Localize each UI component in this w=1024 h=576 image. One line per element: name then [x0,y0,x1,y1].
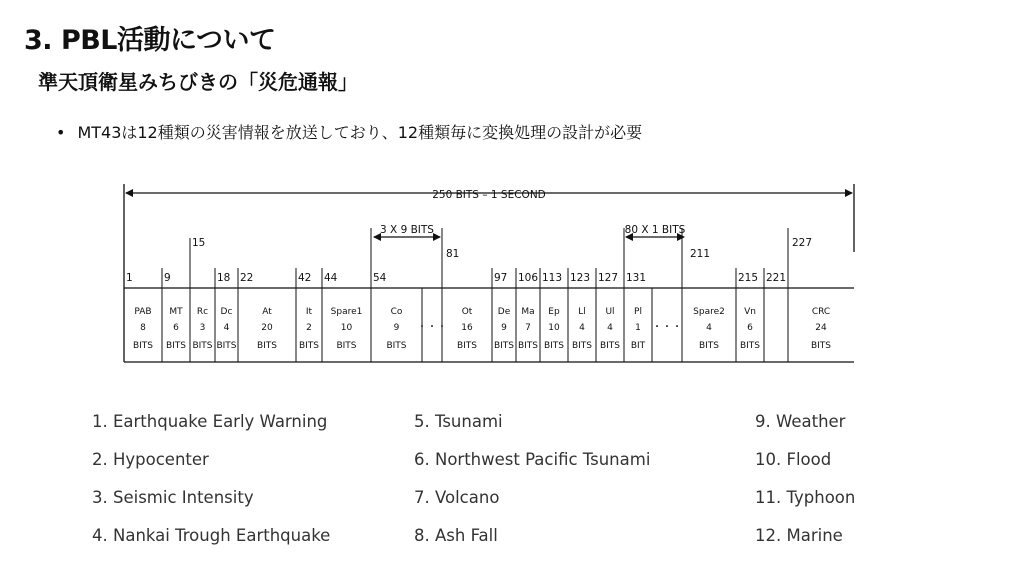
field-name-label: Vn [744,307,756,317]
field-unit-label: BITS [810,341,832,351]
disaster-type-item: 7. Volcano [414,488,500,507]
field-name-label: Ul [605,307,615,317]
field-unit-label: BITS [456,341,478,351]
disaster-type-item: 2. Hypocenter [92,450,209,469]
field-size-label: 10 [548,323,560,333]
field-size-label: 3 [199,323,206,333]
repeat-right-label: 80 X 1 BITS [624,224,686,236]
upper-position-label: 81 [446,248,460,260]
slide-title: 3. PBL活動について [24,25,276,56]
bullet-text: MT43は12種類の災害情報を放送しており、12種類毎に変換処理の設計が必要 [77,123,643,142]
repeat-left-label: 3 X 9 BITS [380,224,434,236]
field-unit-label: BITS [571,341,593,351]
field-unit-label: BITS [493,341,515,351]
field-size-label: 4 [706,323,712,333]
field-unit-label: BITS [517,341,539,351]
field-unit-label: BITS [336,341,357,351]
field-unit-label: BITS [543,341,565,351]
field-size-label: 20 [261,323,273,333]
field-size-label: 4 [223,323,230,333]
field-name-label: Ep [548,307,560,317]
field-start-position-label: 113 [542,272,563,284]
field-unit-label: BITS [256,341,278,351]
field-name-label: At [262,307,272,317]
field-start-position-label: 44 [324,272,338,284]
bit-field-diagram [118,180,862,375]
field-size-label: 10 [340,323,353,333]
field-start-position-label: 1 [126,272,133,284]
field-size-label: 16 [461,323,473,333]
field-size-label: 24 [815,323,827,333]
field-unit-label: BITS [165,341,187,351]
field-name-label: Spare2 [693,307,725,317]
field-unit-label: BITS [216,341,237,351]
field-start-position-label: 131 [626,272,647,284]
field-name-label: Ll [578,307,586,317]
field-name-label: Rc [196,307,209,317]
field-name-label: Ma [521,307,535,317]
field-unit-label: BITS [599,341,621,351]
disaster-type-item: 1. Earthquake Early Warning [92,412,328,431]
field-name-label: MT [169,307,183,317]
upper-position-label: 15 [192,237,206,249]
field-start-position-label: 123 [570,272,591,284]
upper-position-label: 211 [690,248,711,260]
disaster-type-item: 4. Nankai Trough Earthquake [92,526,331,545]
field-size-label: 6 [173,323,179,333]
field-unit-label: BITS [386,341,407,351]
field-size-label: 6 [747,323,753,333]
field-name-label: Co [390,307,403,317]
disaster-type-item: 5. Tsunami [414,412,503,431]
ellipsis-gap-right: ・・・ [652,322,682,333]
field-unit-label: BITS [298,341,320,351]
field-unit-label: BITS [698,341,720,351]
bullet-item [56,120,642,143]
field-start-position-label: 18 [217,272,231,284]
field-size-label: 4 [579,323,585,333]
disaster-type-item: 6. Northwest Pacific Tsunami [414,450,651,469]
disaster-type-item: 8. Ash Fall [414,526,498,545]
field-size-label: 7 [525,323,531,333]
field-unit-label: BIT [630,341,646,351]
disaster-list-column-1 [92,410,330,562]
field-name-label: Dc [220,307,233,317]
field-size-label: 9 [501,323,507,333]
field-name-label: PAB [134,307,152,317]
field-size-label: 2 [306,323,312,333]
disaster-type-item: 9. Weather [755,412,846,431]
field-start-position-label: 42 [298,272,312,284]
disaster-list-column-3 [755,410,855,562]
field-size-label: 4 [607,323,613,333]
field-unit-label: BITS [132,341,154,351]
field-name-label: Spare1 [330,307,363,317]
field-start-position-label: 9 [164,272,171,284]
field-unit-label: BITS [739,341,761,351]
disaster-list-column-2 [414,410,650,562]
ellipsis-gap-left: ・・・ [417,322,447,333]
field-size-label: 8 [140,323,146,333]
field-start-position-label: 97 [494,272,508,284]
field-name-label: De [497,307,511,317]
field-start-position-label: 22 [240,272,254,284]
disaster-type-item: 10. Flood [755,450,832,469]
field-name-label: CRC [811,307,831,317]
field-name-label: Pl [634,307,642,317]
field-size-label: 1 [635,323,641,333]
field-start-position-label: 54 [373,272,387,284]
field-start-position-label: 215 [738,272,759,284]
disaster-type-item: 11. Typhoon [755,488,856,507]
field-size-label: 9 [393,323,400,333]
field-start-position-label: 127 [598,272,619,284]
slide-subtitle: 準天頂衛星みちびきの「災危通報」 [38,70,358,94]
bullet-mark: • [56,123,66,142]
disaster-type-item: 12. Marine [755,526,843,545]
field-name-label: It [305,307,313,317]
total-span-label: 250 BITS – 1 SECOND [432,189,546,201]
field-unit-label: BITS [192,341,213,351]
upper-position-label: 227 [792,237,813,249]
field-start-position-label: 106 [518,272,539,284]
field-name-label: Ot [461,307,473,317]
field-start-position-label: 221 [766,272,787,284]
disaster-type-item: 3. Seismic Intensity [92,488,254,507]
